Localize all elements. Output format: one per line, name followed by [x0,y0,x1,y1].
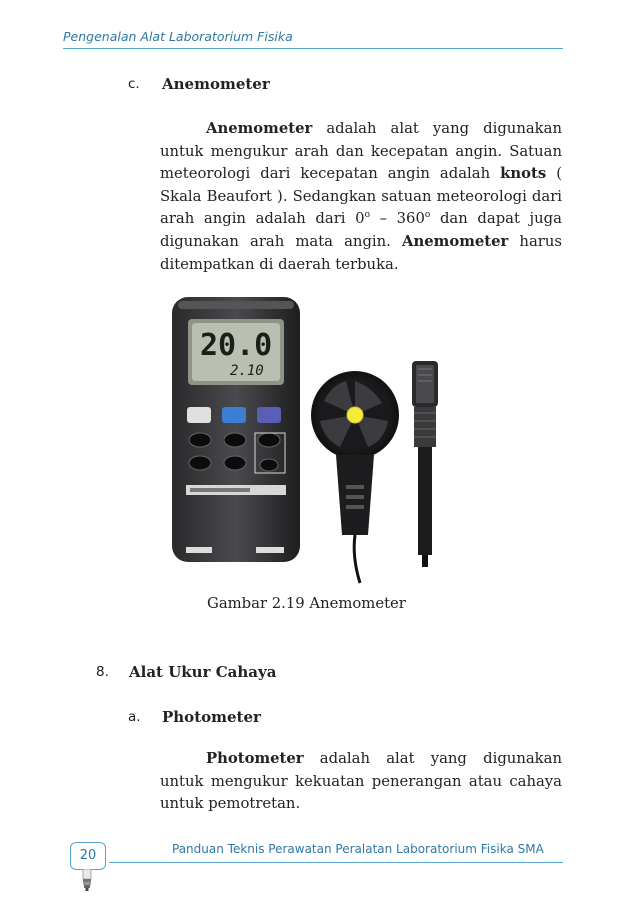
anemometer-paragraph [160,118,562,276]
footer-title: Panduan Teknis Perawatan Peralatan Laboratorium Fisika SMA [172,842,544,856]
anemometer-photo [160,295,450,585]
paragraph-text: harus ditempatkan di daerah terbuka. [160,232,562,273]
lcd-main-reading: 20.0 [200,328,273,363]
header-rule [63,48,563,49]
section-a-marker: a. [128,709,141,725]
paragraph-text: adalah alat yang digunakan untuk mengukur kekuatan penerangan atau cahaya untuk pemotretan. [160,750,562,813]
anemometer-term: Anemometer [206,120,313,137]
lightbulb-icon [80,869,94,891]
section-c-marker: c. [128,76,140,92]
anemometer-illustration [160,295,450,585]
photometer-term: Photometer [206,750,304,767]
figure-caption: Gambar 2.19 Anemometer [207,595,406,612]
running-header-title: Pengenalan Alat Laboratorium Fisika [63,29,293,44]
wand-probe [412,361,438,567]
paragraph-text: dan dapat juga digunakan arah mata angin. [160,210,562,250]
paragraph-text: – 360 [369,210,425,228]
section-8-heading: Alat Ukur Cahaya [129,663,277,681]
knots-term: knots [500,165,547,183]
degree-sup: o [364,210,370,221]
paragraph-text: adalah alat yang digunakan untuk mengukur arah dan kecepatan angin. Satuan meteorologi dari kecepatan angin adalah [160,120,562,183]
section-8-marker: 8. [96,664,109,680]
anemometer-term: Anemometer [402,232,509,250]
photometer-paragraph [160,748,562,816]
footer-rule [109,862,563,863]
paragraph-text: ( Skala Beaufort ). Sedangkan satuan meteorologi dari arah angin adalah dari 0 [160,165,562,228]
vane-probe [311,371,399,583]
degree-sup: o [424,210,431,221]
section-a-heading: Photometer [162,708,261,726]
section-c-heading: Anemometer [162,75,270,93]
page-number: 20 [70,842,106,870]
lcd-sub-reading: 2.10 [230,363,264,379]
meter-body [172,297,300,562]
